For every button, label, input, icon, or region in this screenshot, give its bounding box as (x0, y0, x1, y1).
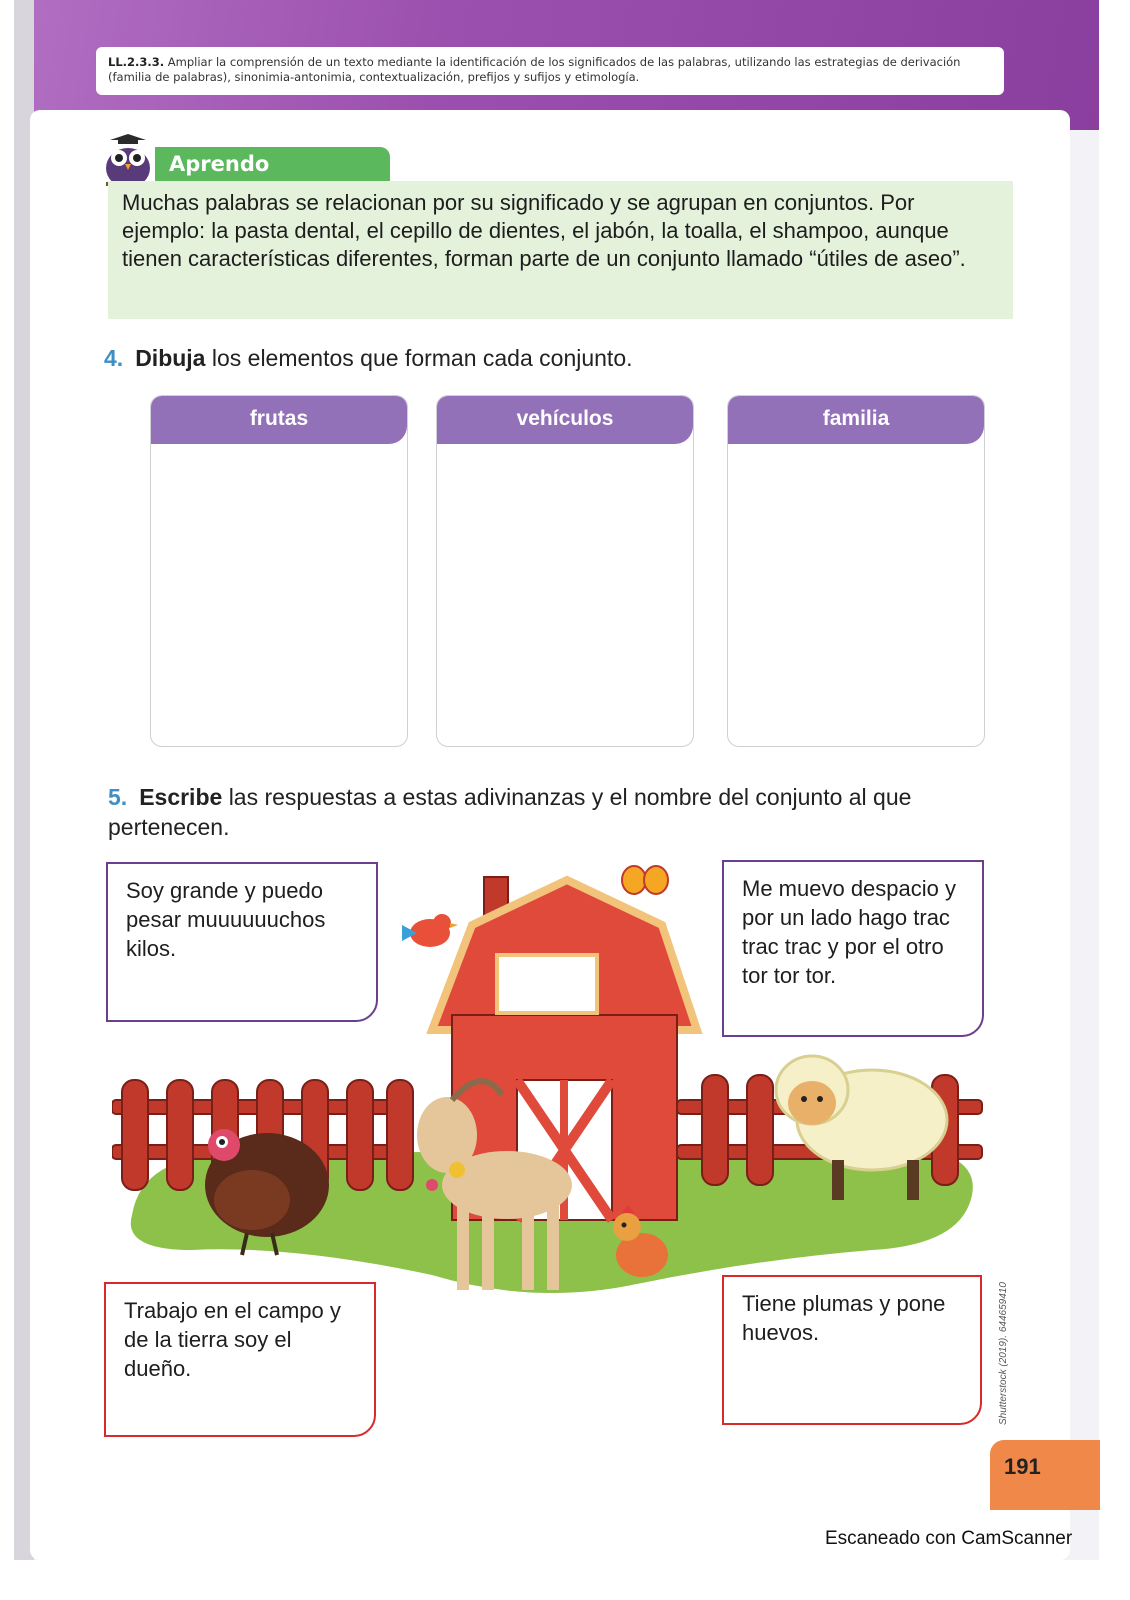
riddle-4-box[interactable] (722, 1275, 982, 1425)
drawing-box-vehiculos[interactable] (436, 395, 694, 747)
set-label-frutas: frutas (151, 396, 407, 444)
riddle-3-text: Trabajo en el campo y de la tierra soy el dueño. (124, 1298, 341, 1381)
drawing-box-frutas[interactable] (150, 395, 408, 747)
butterfly-icon (622, 866, 668, 894)
exercise-4-text: los elementos que forman cada conjunto. (211, 345, 633, 371)
scanner-watermark: Escaneado con CamScanner (825, 1528, 1073, 1549)
exercise-4-verb: Dibuja (135, 345, 206, 371)
exercise-5-instruction (108, 782, 978, 842)
curriculum-standard (96, 47, 1004, 95)
standard-text: Ampliar la comprensión de un texto mediante la identificación de los significados de las palabras, utilizando las estrategias de derivación (familia de palabras), sinonimia-antonimia, contextualización, prefijos y sufijos y etimología. (108, 55, 961, 84)
aprendo-title: Aprendo (155, 147, 390, 181)
set-label-familia: familia (728, 396, 984, 444)
riddle-3-box[interactable] (104, 1282, 376, 1437)
exercise-4-instruction (104, 343, 984, 373)
standard-code: LL.2.3.3. (108, 55, 165, 69)
riddle-1-text: Soy grande y puedo pesar muuuuuuchos kilos. (126, 878, 326, 961)
aprendo-text: Muchas palabras se relacionan por su significado y se agrupan en conjuntos. Por ejemplo: la pasta dental, el cepillo de dientes, el jabón, la toalla, el shampoo, aunque tienen características diferentes, forman parte de un conjunto llamado “útiles de aseo”. (108, 181, 1013, 319)
image-credit-text: Shutterstock (2019). 644659410 (998, 1282, 1009, 1425)
exercise-4-number: 4. (104, 345, 124, 371)
image-credit (998, 1255, 1012, 1425)
bird-icon (402, 914, 458, 947)
page-number: 191 (990, 1440, 1100, 1510)
exercise-5-verb: Escribe (139, 784, 223, 810)
set-label-vehiculos: vehículos (437, 396, 693, 444)
riddle-1-box[interactable] (106, 862, 378, 1022)
exercise-5-text: las respuestas a estas adivinanzas y el nombre del conjunto al que pertenecen. (108, 784, 912, 840)
exercise-5-number: 5. (108, 784, 128, 810)
drawing-box-familia[interactable] (727, 395, 985, 747)
riddle-4-text: Tiene plumas y pone huevos. (742, 1291, 946, 1345)
riddle-2-text: Me muevo despacio y por un lado hago trac trac trac y por el otro tor tor tor. (742, 876, 956, 988)
riddle-2-box[interactable] (722, 860, 984, 1037)
